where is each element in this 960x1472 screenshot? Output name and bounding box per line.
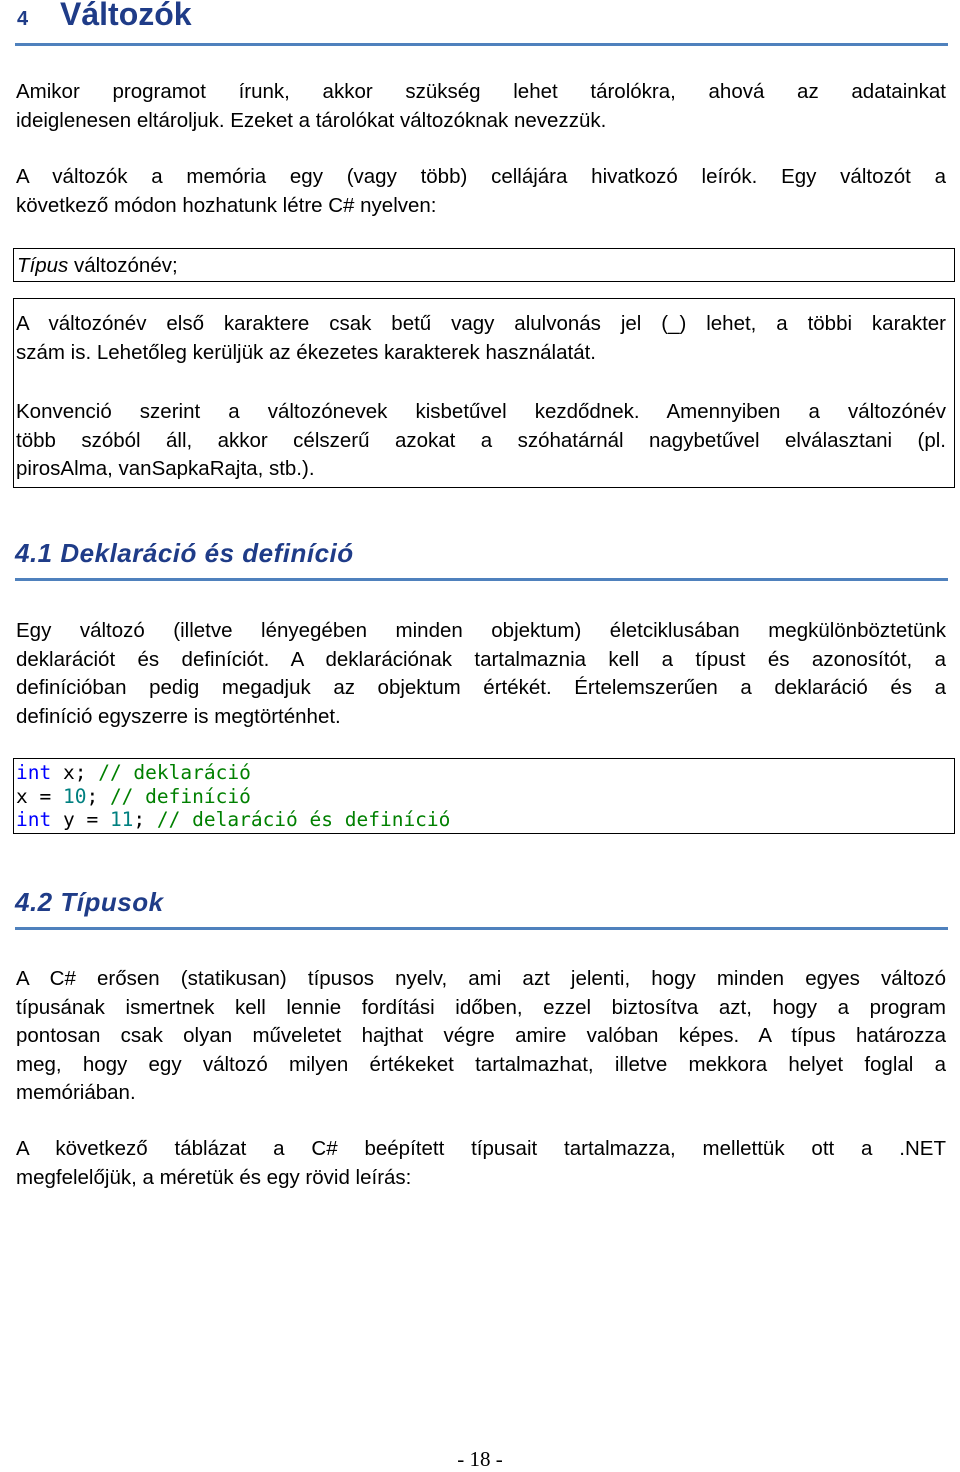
- code-text: ;: [133, 808, 157, 831]
- code-block: [13, 758, 955, 834]
- text-line: több szóból áll, akkor célszerű azokat a szóhatárnál nagybetűvel elválasztani (pl.: [16, 428, 946, 452]
- text-line: definícióban pedig megadjuk az objektum értékét. Értelemszerűen a deklaráció és a: [16, 676, 946, 699]
- code-line: [16, 808, 954, 832]
- chapter-number: 4: [17, 8, 29, 30]
- text-line: Konvenció szerint a változónevek kisbetűvel kezdődnek. Amennyiben a változónév: [16, 400, 946, 423]
- syntax-box: [13, 248, 955, 282]
- text-line: következő módon hozhatunk létre C# nyelven:: [16, 193, 437, 217]
- text-line: A C# erősen (statikusan) típusos nyelv, ami azt jelenti, hogy minden egyes változó: [16, 967, 946, 990]
- text-line: A változónév első karaktere csak betű vagy alulvonás jel (_) lehet, a többi karakter: [16, 312, 946, 335]
- code-number: 10: [62, 784, 87, 808]
- code-comment: // deklaráció: [98, 761, 251, 784]
- text-line: memóriában.: [16, 1081, 136, 1104]
- text-line: meg, hogy egy változó milyen értékeket tartalmazhat, illetve mekkora helyet foglal a: [16, 1052, 946, 1076]
- code-line: [16, 761, 954, 785]
- section-heading-4-2: [15, 887, 948, 930]
- code-comment: // definíció: [109, 784, 251, 808]
- section-title: 4.2 Típusok: [15, 887, 164, 917]
- section-heading-4-1: [15, 538, 948, 581]
- text-line: Egy változó (illetve lényegében minden objektum) életciklusában megkülönböztetünk: [16, 619, 946, 642]
- text-line: ideiglenesen eltároljuk. Ezeket a tárolókat változóknak nevezzük.: [16, 108, 607, 132]
- code-text: x;: [51, 761, 99, 784]
- paragraph-declaration: [16, 617, 946, 731]
- paragraph-naming-rules: [16, 310, 946, 367]
- chapter-heading: [15, 0, 948, 46]
- code-keyword: int: [16, 808, 52, 831]
- code-comment: // delaráció és definíció: [156, 808, 451, 831]
- text-line: szám is. Lehetőleg kerüljük az ékezetes karakterek használatát.: [16, 340, 596, 364]
- type-word: Típus: [17, 254, 69, 277]
- code-keyword: int: [16, 761, 52, 784]
- paragraph-table-intro: [16, 1135, 946, 1192]
- code-number: 11: [109, 808, 134, 831]
- text-line: deklarációt és definíciót. A deklarációnak tartalmaznia kell a típust és azonosítót, a: [16, 647, 946, 671]
- syntax-rest: változónév;: [68, 254, 178, 277]
- page-number: - 18 -: [457, 1447, 503, 1471]
- paragraph-variables: [16, 163, 946, 220]
- text-line: A következő táblázat a C# beépített típusait tartalmazza, mellettük ott a .NET: [16, 1137, 946, 1160]
- paragraph-types: [16, 965, 946, 1108]
- code-text: y =: [51, 808, 110, 831]
- text-line: A változók a memória egy (vagy több) cellájára hivatkozó leírók. Egy változót a: [16, 165, 946, 188]
- text-line: pontosan csak olyan műveletet hajthat végre amire valóban képes. A típus határozza: [16, 1024, 946, 1047]
- text-line: definíció egyszerre is megtörténhet.: [16, 704, 341, 728]
- text-line: pirosAlma, vanSapkaRajta, stb.).: [16, 457, 315, 480]
- text-line: megfelelőjük, a méretük és egy rövid leírás:: [16, 1165, 412, 1189]
- code-line: [16, 785, 954, 809]
- text-line: típusának ismertnek kell lennie fordítási időben, ezzel biztosítva azt, hogy a program: [16, 995, 946, 1019]
- section-title: 4.1 Deklaráció és definíció: [15, 538, 354, 568]
- text-line: Amikor programot írunk, akkor szükség lehet tárolókra, ahová az adatainkat: [16, 80, 946, 103]
- code-text: ;: [86, 784, 110, 808]
- paragraph-intro: [16, 78, 946, 135]
- paragraph-convention: [16, 398, 946, 484]
- code-text: x =: [16, 784, 63, 808]
- chapter-title: Változók: [60, 0, 192, 32]
